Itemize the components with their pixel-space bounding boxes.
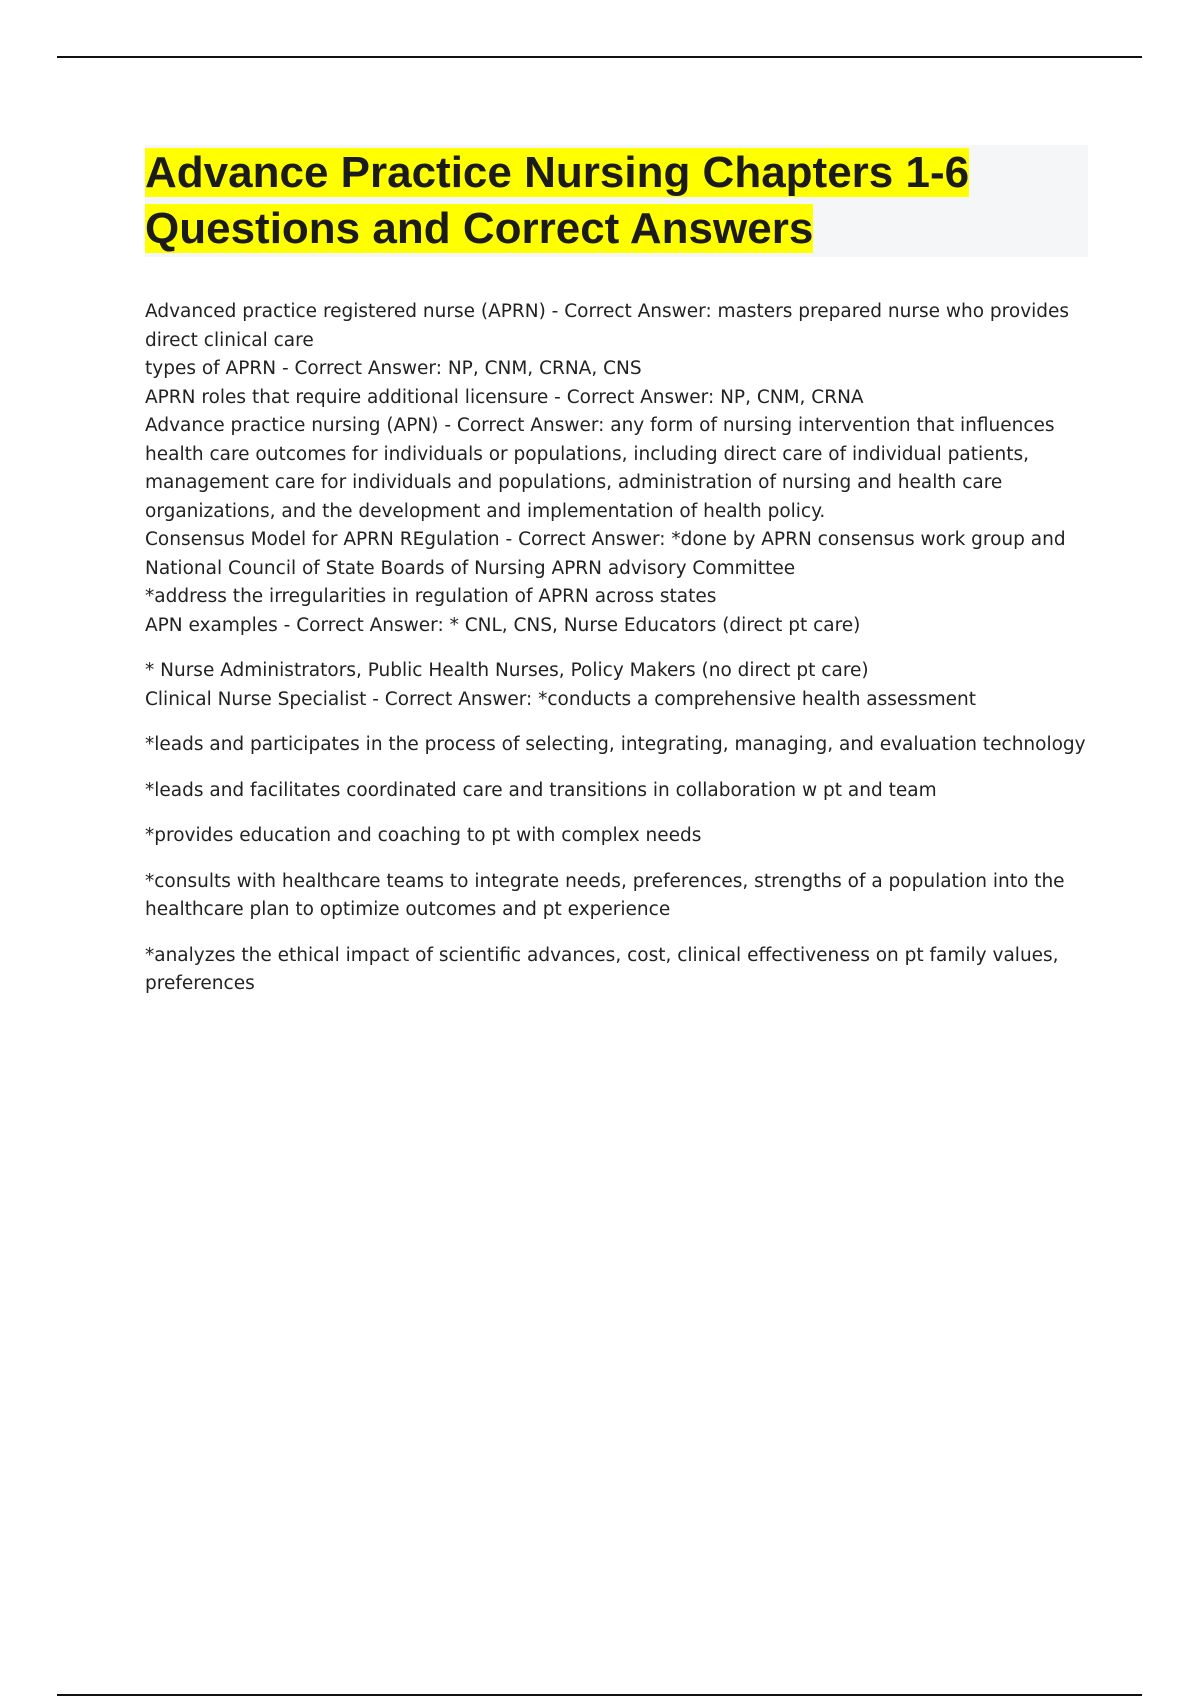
title-line-1: Advance Practice Nursing Chapters 1-6 [145,148,970,197]
title-line-2: Questions and Correct Answers [145,204,814,253]
document-title-block [145,145,1088,257]
bottom-divider [57,1694,1142,1696]
qa-entry-cns: Clinical Nurse Specialist - Correct Answer: *conducts a comprehensive health assessment [145,688,976,710]
top-divider [57,56,1142,58]
qa-entry-aprn: Advanced practice registered nurse (APRN) - Correct Answer: masters prepared nurse who provides direct clinical care [145,301,1070,351]
qa-entry-apn-examples: APN examples - Correct Answer: * CNL, CNS, Nurse Educators (direct pt care) [145,614,861,636]
qa-entry-additional-licensure: APRN roles that require additional licensure - Correct Answer: NP, CNM, CRNA [145,386,864,408]
qa-entry-consensus-model: Consensus Model for APRN REgulation - Correct Answer: *done by APRN consensus work group and National Council of State Boards of Nursing APRN advisory Committee [145,529,1066,579]
qa-entry-consensus-note: *address the irregularities in regulation of APRN across states [145,586,717,607]
qa-entry-types-of-aprn: types of APRN - Correct Answer: NP, CNM, CRNA, CNS [145,358,642,379]
cns-bullet-coordinated-care: *leads and facilitates coordinated care and transitions in collaboration w pt and team [145,779,937,801]
cns-bullet-technology: *leads and participates in the process of selecting, integrating, managing, and evaluation technology [145,734,1086,755]
qa-entry-apn-examples-2: * Nurse Administrators, Public Health Nurses, Policy Makers (no direct pt care) [145,660,869,681]
cns-bullet-education: *provides education and coaching to pt with complex needs [145,825,702,846]
qa-entry-apn: Advance practice nursing (APN) - Correct Answer: any form of nursing intervention that influences health care outcomes for individuals or populations, including direct care of individual patients, management care for individuals and populations, administration of nursing and health care organizations, and the development and implementation of health policy. [145,415,1055,522]
cns-bullet-ethical-impact: *analyzes the ethical impact of scientific advances, cost, clinical effectiveness on pt family values, preferences [145,944,1059,994]
document-body [145,298,1090,1016]
document-title [145,145,1088,257]
cns-bullet-consults: *consults with healthcare teams to integrate needs, preferences, strengths of a population into the healthcare plan to optimize outcomes and pt experience [145,870,1065,920]
